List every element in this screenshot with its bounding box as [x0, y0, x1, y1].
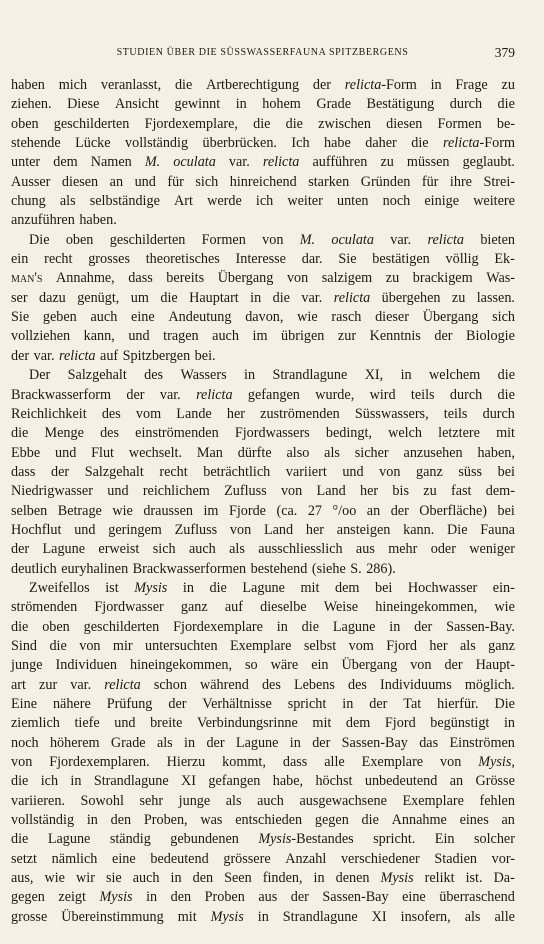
- text-line: ziehen. Diese Ansicht gewinnt in hohem Grade Bestätigung durch die: [11, 96, 515, 113]
- text-line: oben geschilderten Fjordexemplare, die die zwischen diesen Formen be-: [11, 115, 515, 132]
- text-line: setzt nämlich eine bedeutend grössere Anzahl verschiedener Stadien vor-: [11, 850, 515, 867]
- text-line: die Menge des einströmenden Fjordwassers bedingt, welch letztere mit: [11, 425, 515, 442]
- text-line: man's Annahme, dass bereits Übergang von salzigem zu brackigem Was-: [11, 270, 515, 287]
- text-line: die ich in Strandlagune XI gefangen habe, höchst unbedeutend an Grösse: [11, 773, 515, 790]
- text-line: Ebbe und Flut wechselt. Man dürfte also als sicher anzusehen haben,: [11, 444, 515, 461]
- text-line: vollziehen kann, und tragen auch im übrigen zur Kenntnis der Biologie: [11, 328, 515, 345]
- text-line: stehende Lücke vollständig überbrücken. Ich habe daher die relicta-Form: [11, 135, 515, 152]
- page-number: 379: [494, 45, 515, 60]
- text-line: unter dem Namen M. oculata var. relicta aufführen zu müssen geglaubt.: [11, 154, 515, 171]
- text-line: vollständig in den Proben, was entschieden gegen die Annahme eines an: [11, 812, 515, 829]
- text-line: Die oben geschilderten Formen von M. oculata var. relicta bieten: [29, 231, 515, 248]
- text-line: ser dazu genügt, um die Hauptart in die var. relicta übergehen zu lassen.: [11, 289, 515, 306]
- text-line: aus, wie wir sie auch in den Seen finden, in denen Mysis relikt ist. Da-: [11, 870, 515, 887]
- text-line: selben Betrage wie draussen im Fjorde (ca. 27 °/oo an der Oberfläche) bei: [11, 502, 515, 519]
- text-line: strömenden Fjordwasser ganz auf dieselbe Weise hineingekommen, wie: [11, 599, 515, 616]
- text-line: ziemlich tiefe und breite Verbindungsrinne mit dem Fjord begünstigt in: [11, 715, 515, 732]
- text-line: Niedrigwasser und reichlichem Zufluss von Land her bis zu fast dem-: [11, 483, 515, 500]
- text-line: der Lagune erweist sich auch als ausschliesslich aus mehr oder weniger: [11, 541, 515, 558]
- text-line: Zweifellos ist Mysis in die Lagune mit dem bei Hochwasser ein-: [29, 579, 515, 596]
- text-line: noch höherem Grade als in der Lagune in der Sassen-Bay das Einströmen: [11, 734, 515, 751]
- text-line: junge Individuen hineingekommen, so wäre ein Übergang von der Haupt-: [11, 657, 515, 674]
- text-line: art zur var. relicta schon während des Lebens des Individuums möglich.: [11, 676, 515, 693]
- text-line: Brackwasserform der var. relicta gefangen wurde, wird teils durch die: [11, 386, 515, 403]
- text-line: Sind die von mir untersuchten Exemplare selbst vom Fjord her als ganz: [11, 637, 515, 654]
- text-line: Der Salzgehalt des Wassers in Strandlagune XI, in welchem die: [29, 367, 515, 384]
- text-line: deutlich euryhalinen Brackwasserformen bestehend (siehe S. 286).: [11, 560, 396, 577]
- text-line: Hochflut und geringem Zufluss von Land her ansteigen kann. Die Fauna: [11, 521, 515, 538]
- text-line: variieren. Sowohl sehr junge als auch ausgewachsene Exemplare fehlen: [11, 792, 515, 809]
- text-line: haben mich veranlasst, die Artberechtigung der relicta-Form in Frage zu: [11, 77, 515, 93]
- running-header: [10, 47, 515, 63]
- text-line: Sie geben auch eine Andeutung davon, wie rasch dieser Übergang sich: [11, 309, 515, 326]
- text-line: chung als selbständige Art werde ich weiter unten noch einige weitere: [11, 193, 515, 210]
- text-line: ein recht grosses theoretisches Interesse dar. Sie bestätigen völlig Ek-: [11, 251, 515, 268]
- text-line: die oben geschilderten Fjordexemplare in die Lagune in der Sassen-Bay.: [11, 618, 515, 635]
- text-line: Ausser diesen an und für sich hinreichend starken Gründen für ihre Strei-: [11, 173, 515, 190]
- text-line: grosse Übereinstimmung mit Mysis in Strandlagune XI insofern, als alle: [11, 908, 515, 925]
- text-line: dass der Salzgehalt recht beträchtlich variiert und von ganz süss bei: [11, 463, 515, 480]
- text-line: von Fjordexemplaren. Hierzu kommt, dass alle Exemplare von Mysis,: [11, 754, 515, 771]
- text-line: gegen zeigt Mysis in den Proben aus der Sassen-Bay eine überraschend: [11, 889, 515, 906]
- body-text: [11, 76, 515, 927]
- text-line: Eine nähere Prüfung der Verhältnisse spricht in der Tat hierfür. Die: [11, 696, 515, 712]
- text-line: der var. relicta auf Spitzbergen bei.: [11, 347, 216, 364]
- running-title: STUDIEN ÜBER DIE SÜSSWASSERFAUNA SPITZBERGENS: [116, 47, 409, 58]
- text-line: anzuführen haben.: [11, 212, 117, 229]
- text-line: die Lagune ständig gebundenen Mysis-Bestandes spricht. Ein solcher: [11, 831, 515, 848]
- text-line: Reichlichkeit des vom Lande her zuströmenden Süsswassers, teils durch: [11, 405, 515, 422]
